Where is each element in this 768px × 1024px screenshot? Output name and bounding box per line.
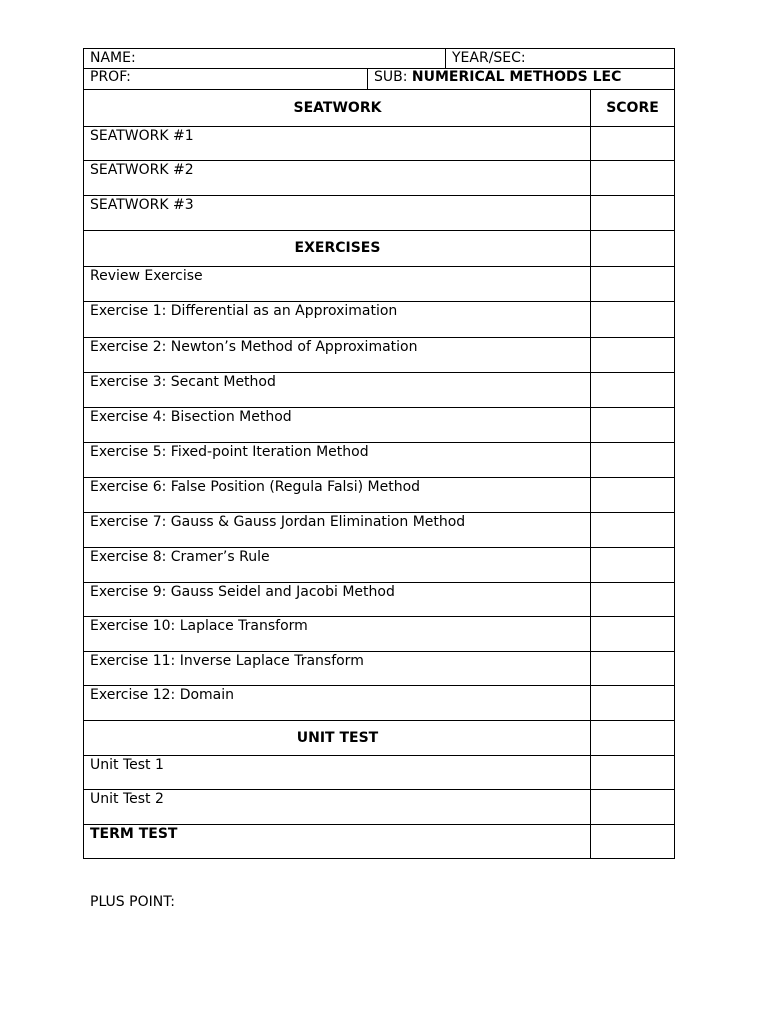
- table-row: [84, 582, 674, 617]
- table-row: [84, 616, 674, 652]
- score-cell[interactable]: [590, 160, 674, 195]
- subject-value: NUMERICAL METHODS LEC: [411, 69, 622, 85]
- row-label: Exercise 11: Inverse Laplace Transform: [90, 653, 364, 669]
- score-cell[interactable]: [590, 720, 674, 755]
- name-field[interactable]: [84, 49, 445, 68]
- score-cell[interactable]: [590, 230, 674, 266]
- score-cell[interactable]: [590, 372, 674, 407]
- table-row: [84, 755, 674, 790]
- table-row: [84, 789, 674, 825]
- row-label: Exercise 12: Domain: [90, 687, 235, 703]
- score-cell[interactable]: [590, 685, 674, 720]
- score-cell[interactable]: [590, 126, 674, 160]
- student-info-header: [83, 48, 675, 89]
- score-cell[interactable]: [590, 547, 674, 582]
- row-label: Exercise 9: Gauss Seidel and Jacobi Method: [90, 584, 395, 600]
- table-row: [84, 512, 674, 548]
- row-label: Exercise 3: Secant Method: [90, 374, 276, 390]
- score-header: SCORE: [590, 90, 674, 126]
- table-row: [84, 442, 674, 478]
- score-cell[interactable]: [590, 301, 674, 337]
- subject-field: [367, 68, 674, 89]
- table-row: [84, 266, 674, 302]
- score-table: [83, 89, 675, 859]
- table-section-header-exercises: [84, 230, 674, 267]
- exercises-header: EXERCISES: [294, 240, 381, 256]
- score-cell[interactable]: [590, 266, 674, 301]
- row-label: Exercise 4: Bisection Method: [90, 409, 292, 425]
- row-label: Exercise 10: Laplace Transform: [90, 618, 308, 634]
- table-row: [84, 337, 674, 373]
- score-cell[interactable]: [590, 824, 674, 858]
- score-cell[interactable]: [590, 337, 674, 372]
- score-cell[interactable]: [590, 477, 674, 512]
- table-row: [84, 477, 674, 513]
- row-label: Unit Test 2: [90, 791, 164, 807]
- table-section-header-unit-test: [84, 720, 674, 756]
- row-label: Review Exercise: [90, 268, 203, 284]
- row-label: Exercise 8: Cramer’s Rule: [90, 549, 270, 565]
- score-cell[interactable]: [590, 755, 674, 789]
- row-label: SEATWORK #1: [90, 128, 194, 144]
- subject-label: SUB:: [374, 69, 412, 85]
- unit-test-header: UNIT TEST: [296, 729, 379, 746]
- table-row: [84, 651, 674, 686]
- year-sec-field[interactable]: [445, 49, 674, 68]
- seatwork-header: SEATWORK: [293, 100, 382, 116]
- name-label: NAME:: [90, 50, 136, 66]
- table-row: [84, 372, 674, 408]
- row-label: Exercise 1: Differential as an Approximation: [90, 303, 398, 319]
- header-row-name: [84, 49, 674, 69]
- score-cell[interactable]: [590, 407, 674, 442]
- table-row: [84, 685, 674, 721]
- table-section-header-seatwork: [84, 90, 674, 127]
- prof-field[interactable]: [84, 68, 367, 89]
- score-cell[interactable]: [590, 651, 674, 685]
- score-cell[interactable]: [590, 789, 674, 824]
- score-cell[interactable]: [590, 582, 674, 616]
- score-cell[interactable]: [590, 442, 674, 477]
- score-cell[interactable]: [590, 616, 674, 651]
- prof-label: PROF:: [90, 69, 131, 85]
- table-row: [84, 547, 674, 583]
- table-row: [84, 195, 674, 231]
- table-row: [84, 407, 674, 443]
- row-label: Exercise 7: Gauss & Gauss Jordan Elimination Method: [90, 514, 466, 530]
- term-test-label: TERM TEST: [90, 826, 178, 842]
- header-row-prof: [84, 68, 674, 90]
- row-label: Exercise 6: False Position (Regula Falsi) Method: [90, 479, 421, 495]
- row-label: Exercise 2: Newton’s Method of Approximation: [90, 339, 418, 355]
- score-cell[interactable]: [590, 195, 674, 230]
- plus-point-label: PLUS POINT:: [90, 894, 175, 910]
- table-row: [84, 126, 674, 161]
- row-label: SEATWORK #2: [90, 162, 194, 178]
- table-row: [84, 824, 674, 858]
- score-cell[interactable]: [590, 512, 674, 547]
- row-label: Unit Test 1: [90, 757, 164, 773]
- table-row: [84, 160, 674, 196]
- row-label: Exercise 5: Fixed-point Iteration Method: [90, 444, 369, 460]
- year-sec-label: YEAR/SEC:: [452, 50, 526, 66]
- row-label: SEATWORK #3: [90, 197, 194, 213]
- table-row: [84, 301, 674, 338]
